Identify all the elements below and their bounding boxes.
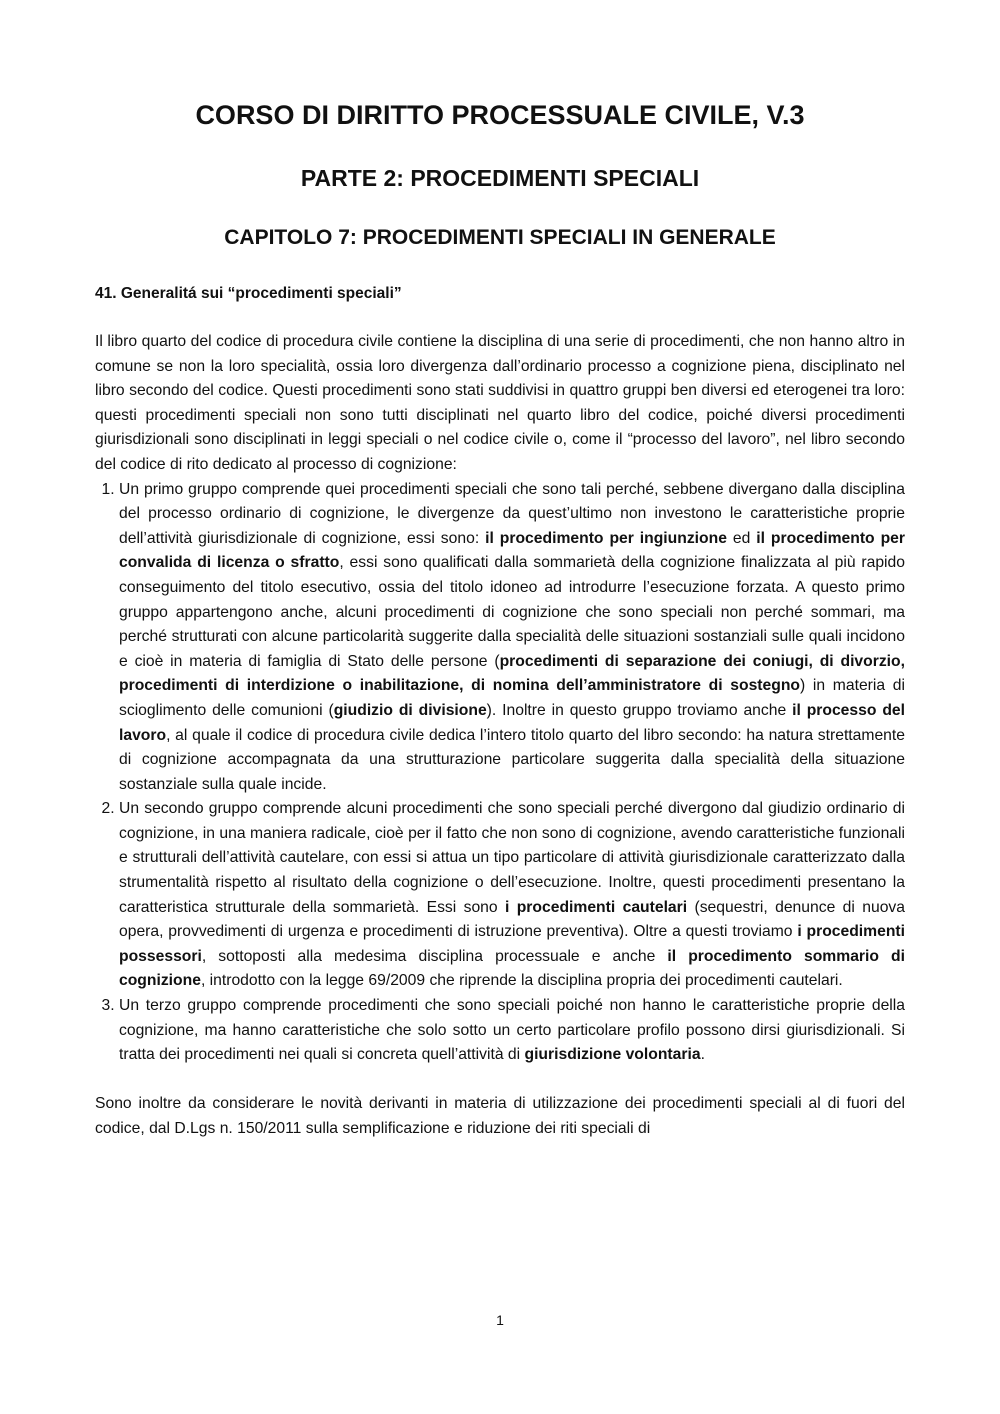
item-bold-text: giudizio di divisione <box>333 701 487 719</box>
item-bold-text: procedimenti di separazione dei coniugi, di divorzio, procedimenti di interdizione o inabilitazione, di nomina dell’amministratore di sostegno <box>119 652 905 695</box>
closing-paragraph: Sono inoltre da considerare le novità derivanti in materia di utilizzazione dei procedimenti speciali al di fuori del codice, dal D.Lgs n. 150/2011 sulla semplificazione e riduzione dei riti speciali di <box>95 1095 905 1137</box>
item-text: Un primo gruppo comprende quei procedimenti speciali che sono tali perché, sebbene divergano dalla disciplina del processo ordinario di cognizione, le divergenze da quest’ultimo non investono le caratteristiche proprie dell’attività giurisdizionale di cognizione, essi sono: <box>119 480 905 547</box>
document-title: CORSO DI DIRITTO PROCESSUALE CIVILE, V.3 <box>195 100 805 130</box>
section-heading: 41. Generalitá sui “procedimenti speciali” <box>95 285 402 302</box>
item-bold-text: il procedimento per convalida di licenza o sfratto <box>119 529 905 572</box>
list-item <box>119 797 905 994</box>
item-bold-text: il procedimento sommario di cognizione <box>119 947 905 990</box>
item-bold-text: i procedimenti possessori <box>119 923 906 965</box>
item-text: . <box>700 1046 705 1064</box>
page-number: 1 <box>496 1312 504 1328</box>
list-item <box>119 994 905 1068</box>
item-text: ) in materia di scioglimento delle comunioni ( <box>119 677 906 719</box>
item-text: , introdotto con la legge 69/2009 che riprende la disciplina propria dei procedimenti cautelari. <box>200 972 843 990</box>
list-item <box>119 478 905 798</box>
item-text: ed <box>726 529 757 547</box>
item-text: (sequestri, denunce di nuova opera, provvedimenti di urgenza e procedimenti di istruzione preventiva). Oltre a questi troviamo <box>119 898 905 941</box>
item-text: , al quale il codice di procedura civile dedica l’intero titolo quarto del libro secondo: ha natura strettamente di cognizione accompagnata da una strutturazione particolare suggerita dalla specialità della situazione sostanziale sulla quale incide. <box>119 726 905 793</box>
groups-list <box>95 478 905 1068</box>
item-text: Un terzo gruppo comprende procedimenti che sono speciali poiché non hanno le caratteristiche proprie della cognizione, ma hanno caratteristiche che solo sotto un certo particolare profilo possono dirsi giurisdizionali. Si tratta dei procedimenti nei quali si concreta quell’attività di <box>119 997 905 1064</box>
item-bold-text: il procedimento per ingiunzione <box>485 529 727 547</box>
item-bold-text: giurisdizione volontaria <box>524 1046 701 1064</box>
item-text: , sottoposti alla medesima disciplina processuale e anche <box>201 947 668 965</box>
body-text <box>95 330 905 1142</box>
item-bold-text: i procedimenti cautelari <box>505 898 688 916</box>
item-text: ). Inoltre in questo gruppo troviamo anche <box>486 701 793 719</box>
chapter-heading: CAPITOLO 7: PROCEDIMENTI SPECIALI IN GENERALE <box>224 226 776 249</box>
part-heading: PARTE 2: PROCEDIMENTI SPECIALI <box>300 165 700 191</box>
intro-paragraph: Il libro quarto del codice di procedura civile contiene la disciplina di una serie di procedimenti, che non hanno altro in comune se non la loro specialità, ossia loro divergenza dall’ordinario processo a cognizione piena, disciplinato nel libro secondo del codice. Questi procedimenti sono stati suddivisi in quattro gruppi ben diversi ed eterogenei tra loro: questi procedimenti speciali non sono tutti disciplinati nel quarto libro del codice, poiché diversi procedimenti giurisdizionali sono disciplinati in leggi speciali o nel codice civile o, come il “processo del lavoro”, nel libro secondo del codice di rito dedicato al processo di cognizione: <box>95 333 905 473</box>
item-bold-text: il processo del lavoro <box>119 701 905 744</box>
item-text: , essi sono qualificati dalla sommarietà della cognizione finalizzata al più rapido conseguimento del titolo esecutivo, ossia del titolo idoneo ad introdurre l’esecuzione forzata. A questo primo gruppo appartengono anche, alcuni procedimenti di cognizione che sono speciali non perché sommari, ma perché strutturati con alcune particolarità suggerite dalla specialità delle situazioni sostanziali sulle quali incidono e cioè in materia di famiglia di Stato delle persone ( <box>119 554 905 670</box>
item-text: Un secondo gruppo comprende alcuni procedimenti che sono speciali perché divergono dal giudizio ordinario di cognizione, in una maniera radicale, cioè per il fatto che non sono di cognizione, avendo caratteristiche funzionali e strutturali dell’attività cautelare, con essi si attua un tipo particolare di attività giurisdizionale caratterizzato dalla strumentalità rispetto al risultato della cognizione o dell’esecuzione. Inoltre, questi procedimenti presentano la caratteristica strutturale della sommarietà. Essi sono <box>119 800 905 916</box>
